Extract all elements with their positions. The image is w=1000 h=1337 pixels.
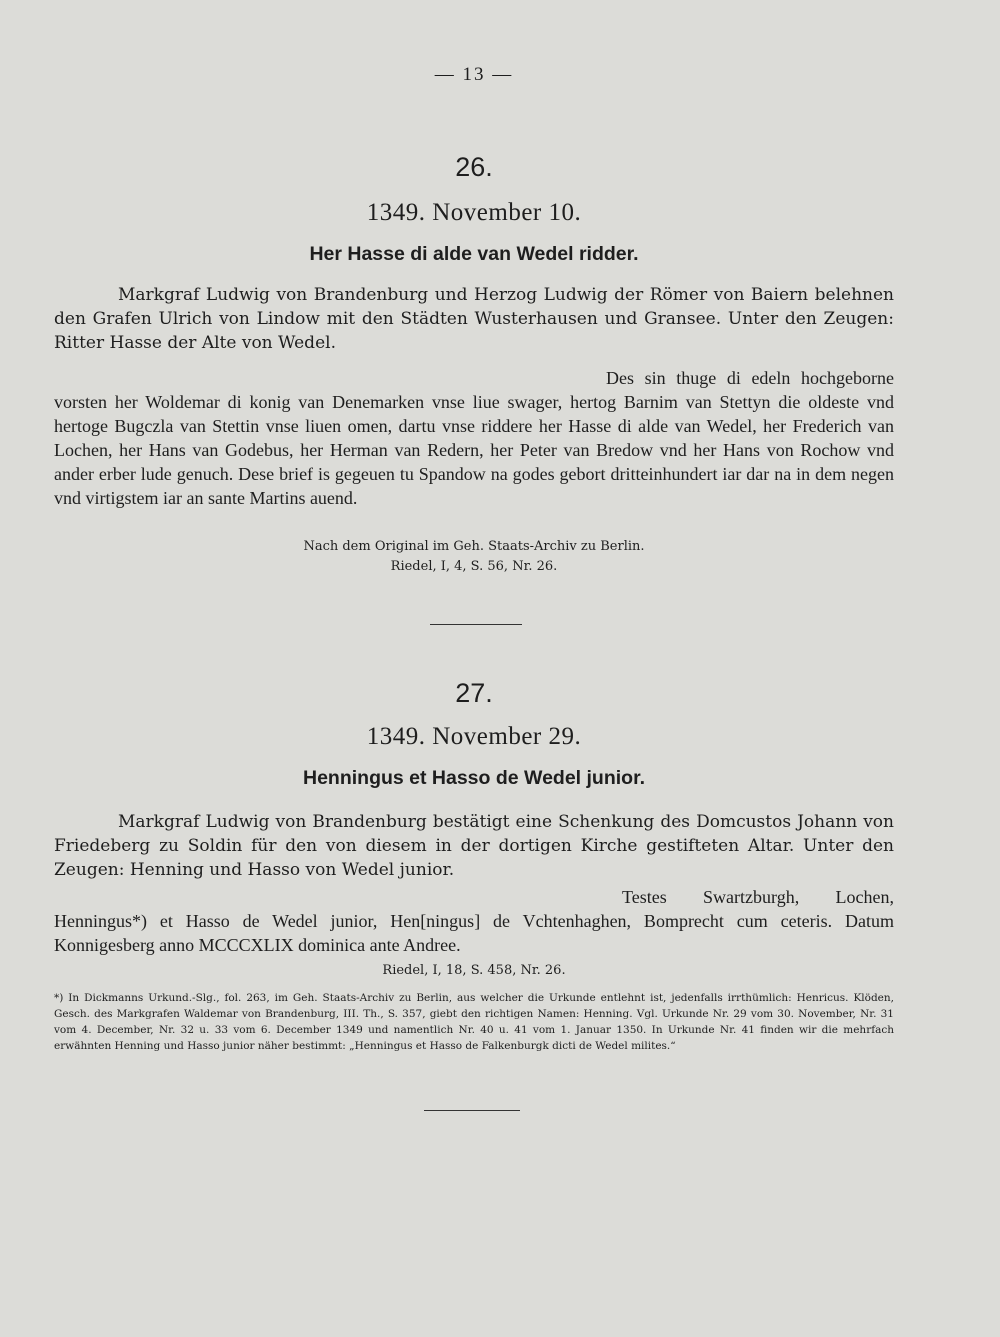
document-date: 1349. November 29. [366,723,582,750]
document-citation: Riedel, I, 4, S. 56, Nr. 26. [390,559,558,574]
document-title: Her Hasse di alde van Wedel ridder. [309,243,639,265]
document-text: Testes Swartzburgh, Lochen, Henningus*) et Hasso de Wedel junior, Hen[ningus] de Vchtenhaghen, Bomprecht cum ceteris. Datum Konnigesberg anno MCCCXLIX dominica ante Andree. [54,887,894,955]
section-divider [430,624,522,625]
document-number: 27. [455,678,493,708]
document-date: 1349. November 10. [366,199,582,226]
page-number: — 13 — [434,64,514,85]
document-regest: Markgraf Ludwig von Brandenburg und Herzog Ludwig der Römer von Baiern belehnen den Grafen Ulrich von Lindow mit den Städten Wusterhausen und Gransee. Unter den Zeugen: Ritter Hasse der Alte von Wedel. [54,285,894,353]
footnote: *) In Dickmanns Urkund.-Slg., fol. 263, im Geh. Staats-Archiv zu Berlin, aus welcher die Urkunde entlehnt ist, jedenfalls irrthümlich: Henricus. Klöden, Gesch. des Markgrafen Waldemar von Brandenburg, III. Th., S. 357, giebt den richtigen Namen: Henning. Vgl. Urkunde Nr. 29 vom 30. November, Nr. 31 vom 4. December, Nr. 32 u. 33 vom 6. December 1349 und namentlich Nr. 40 u. 41 vom 1. Januar 1350. In Urkunde Nr. 41 finden wir die mehrfach erwähnten Henning und Hasso junior näher bestimmt: „Henningus et Hasso de Falkenburgk dicti de Wedel milites.“ [54,992,894,1052]
document-source: Nach dem Original im Geh. Staats-Archiv zu Berlin. [303,539,645,554]
document-number: 26. [455,152,493,182]
document-text: Des sin thuge di edeln hochgeborne vorsten her Woldemar di konig van Denemarken vnse liue swager, hertog Barnim van Stettyn die oldeste vnd hertoge Bugczla van Stettin vnse liuen omen, dartu vnse riddere her Hasse di alde van Wedel, her Frederich van Lochen, her Hans van Godebus, her Herman van Redern, her Peter van Bredow vnd her Hans von Rochow vnd ander erber lude genuch. Dese brief is gegeuen tu Spandow na godes gebort dritteinhundert iar dar na in dem negen vnd virtigstem iar an sante Martins auend. [54,368,894,508]
document-regest: Markgraf Ludwig von Brandenburg bestätigt eine Schenkung des Domcustos Johann von Friedeberg zu Soldin für den von diesem in der dortigen Kirche gestifteten Altar. Unter den Zeugen: Henning und Hasso von Wedel junior. [54,812,894,880]
document-citation: Riedel, I, 18, S. 458, Nr. 26. [382,963,566,978]
document-title: Henningus et Hasso de Wedel junior. [302,767,646,789]
section-divider [424,1110,520,1111]
